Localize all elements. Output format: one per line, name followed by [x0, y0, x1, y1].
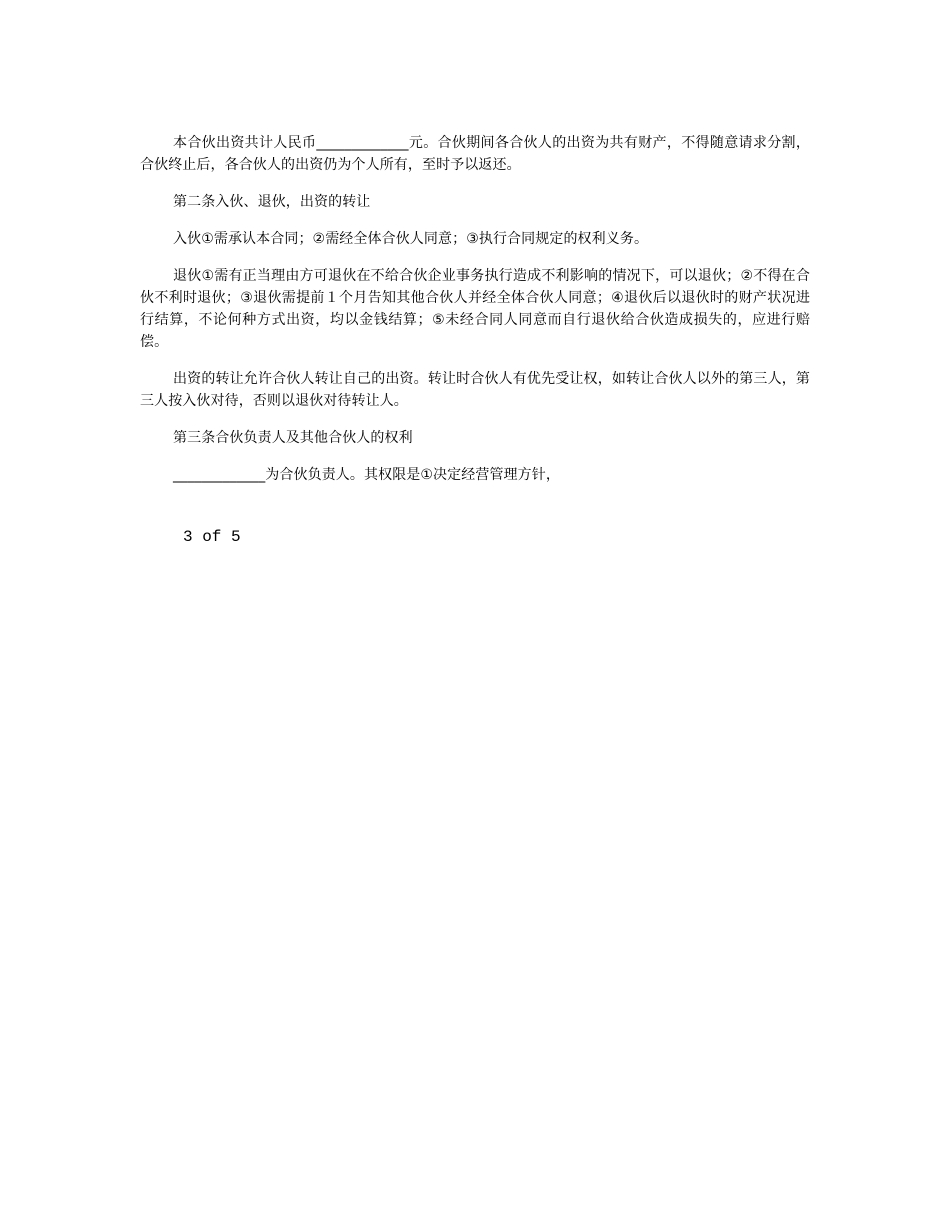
paragraph-contribution-transfer: 出资的转让允许合伙人转让自己的出资。转让时合伙人有优先受让权，如转让合伙人以外的第三人，第三人按入伙对待，否则以退伙对待转让人。	[140, 371, 810, 409]
heading-article-two: 第二条入伙、退伙，出资的转让	[173, 194, 371, 210]
paragraph-joining: 入伙①需承认本合同；②需经全体合伙人同意；③执行合同规定的权利义务。	[173, 231, 649, 247]
paragraph-withdrawal: 退伙①需有正当理由方可退伙在不给合伙企业事务执行造成不利影响的情况下，可以退伙；②不得在合伙不利时退伙；③退伙需提前１个月告知其他合伙人并经全体合伙人同意；④退伙后以退伙时的财产状况进行结算，不论何种方式出资，均以金钱结算；⑤未经合同人同意而自行退伙给合伙造成损失的，应进行赔偿。	[140, 268, 810, 350]
page-number: 3 of 5	[183, 528, 241, 546]
document-body	[140, 132, 810, 501]
paragraph-capital-contribution: 本合伙出资共计人民币_____________元。合伙期间各合伙人的出资为共有财产，不得随意请求分割，合伙终止后，各合伙人的出资仍为个人所有，至时予以返还。	[140, 135, 810, 173]
paragraph-partnership-leader: _____________为合伙负责人。其权限是①决定经营管理方针，	[173, 467, 560, 483]
heading-article-three: 第三条合伙负责人及其他合伙人的权利	[173, 430, 413, 446]
